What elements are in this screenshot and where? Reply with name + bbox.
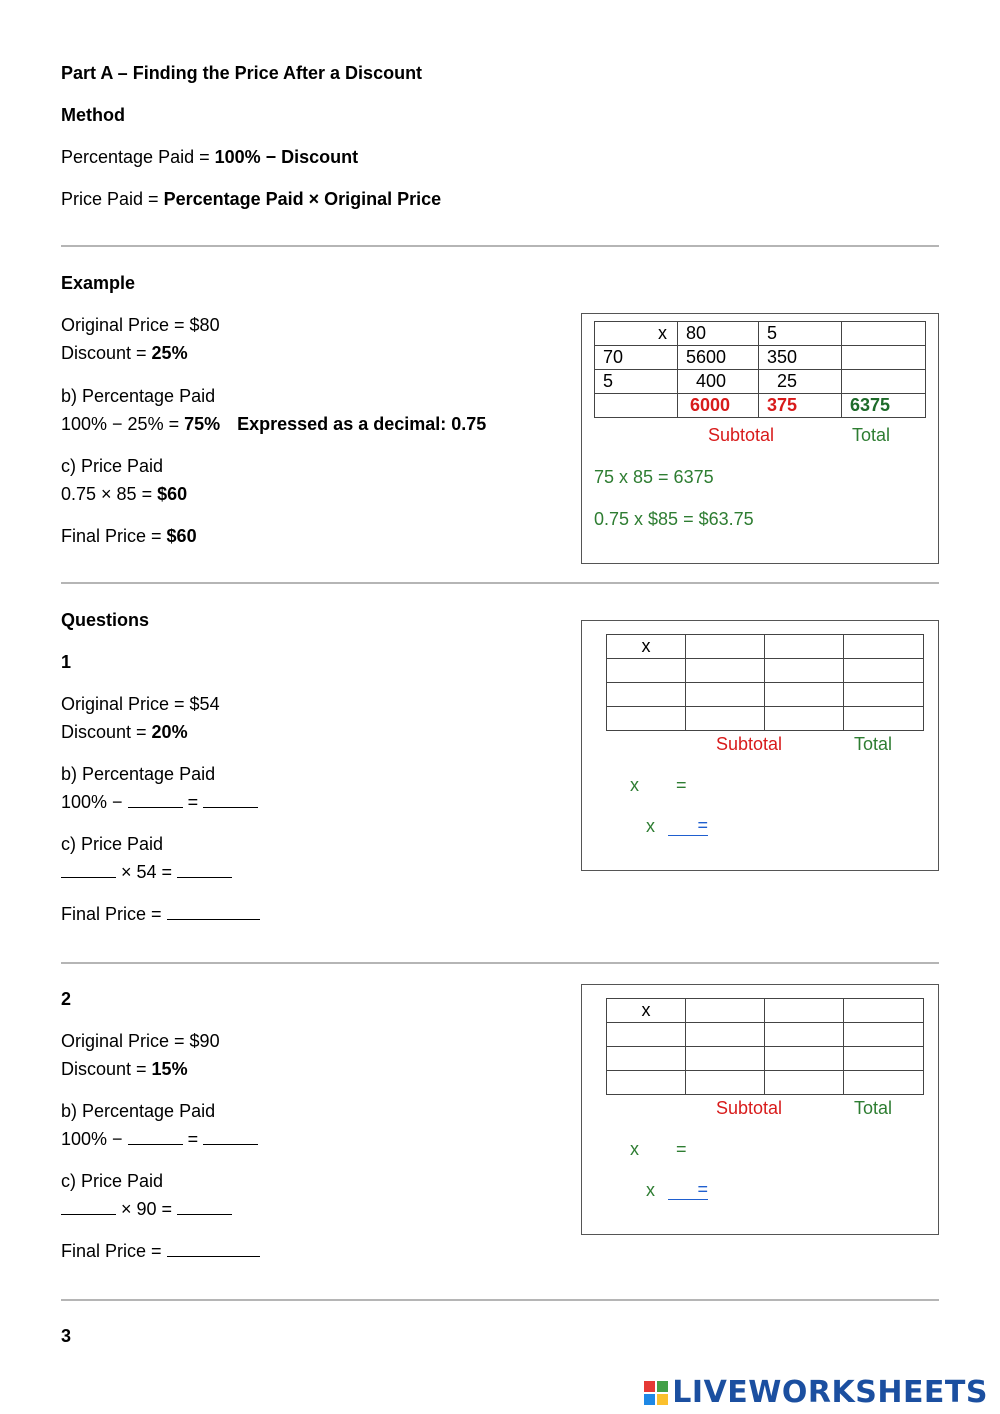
formula-value: 100% − Discount <box>214 147 359 167</box>
discount-label: Discount = <box>61 343 152 363</box>
question-work-box <box>581 984 939 1235</box>
grid-cell: 400 <box>678 370 759 394</box>
calc-text: × 90 = <box>116 1199 178 1219</box>
answer-blank[interactable] <box>177 1198 232 1215</box>
grid-input-cell[interactable] <box>844 635 924 659</box>
decimal-line-x: x <box>646 816 655 836</box>
grid-input-cell[interactable] <box>607 1071 686 1095</box>
grid-input-cell[interactable] <box>765 1071 844 1095</box>
decimal-line-equals[interactable]: = <box>668 815 708 836</box>
grid-cell: x <box>607 635 686 659</box>
answer-blank[interactable] <box>167 903 260 920</box>
formula-label: Price Paid = <box>61 189 164 209</box>
grid-cell <box>842 322 926 346</box>
final-value: $60 <box>166 526 197 546</box>
subtotal-cell: 6000 <box>678 394 759 418</box>
total-cell: 6375 <box>842 394 926 418</box>
example-decimal-product-line: 0.75 x $85 = $63.75 <box>594 509 754 529</box>
decimal-note: Expressed as a decimal: 0.75 <box>237 414 487 434</box>
grid-row <box>607 1023 924 1047</box>
method-heading: Method <box>61 105 125 125</box>
grid-input-cell[interactable] <box>765 707 844 731</box>
question-original-price: Original Price = $90 <box>61 1031 220 1051</box>
answer-blank[interactable] <box>203 1128 258 1145</box>
divider <box>61 1299 939 1301</box>
percentage-paid-formula <box>61 146 358 168</box>
grid-row <box>595 370 926 394</box>
product-line-x: x <box>630 775 639 795</box>
discount-label: Discount = <box>61 722 152 742</box>
divider <box>61 962 939 964</box>
grid-input-cell[interactable] <box>844 999 924 1023</box>
answer-blank[interactable] <box>203 791 258 808</box>
grid-row <box>607 1071 924 1095</box>
grid-input-cell[interactable] <box>607 707 686 731</box>
multiplication-grid <box>606 998 924 1095</box>
calc-text: 100% − <box>61 1129 128 1149</box>
product-line-equals: = <box>676 1139 687 1159</box>
calc-text: 0.75 × 85 = <box>61 484 158 504</box>
question-c-label: c) Price Paid <box>61 834 164 854</box>
grid-cell: 350 <box>759 346 842 370</box>
grid-header-row <box>607 999 924 1023</box>
subtotal-label: Subtotal <box>716 734 783 754</box>
logo-text: LIVEWORKSHEETS <box>672 1375 988 1410</box>
grid-row <box>595 346 926 370</box>
grid-input-cell[interactable] <box>844 1023 924 1047</box>
grid-input-cell[interactable] <box>765 1023 844 1047</box>
grid-input-cell[interactable] <box>686 1023 765 1047</box>
grid-cell: 5 <box>595 370 678 394</box>
example-discount <box>61 342 188 364</box>
grid-cell: 5 <box>759 322 842 346</box>
final-label: Final Price = <box>61 904 167 924</box>
grid-input-cell[interactable] <box>686 999 765 1023</box>
grid-input-cell[interactable] <box>765 999 844 1023</box>
grid-totals-row <box>595 394 926 418</box>
grid-input-cell[interactable] <box>686 683 765 707</box>
example-b-calc <box>61 413 486 435</box>
grid-input-cell[interactable] <box>765 635 844 659</box>
grid-cell: x <box>607 999 686 1023</box>
formula-label: Percentage Paid = <box>61 147 215 167</box>
price-paid-formula <box>61 188 441 210</box>
subtotal-label: Subtotal <box>716 1098 783 1118</box>
grid-input-cell[interactable] <box>844 683 924 707</box>
discount-value: 15% <box>151 1059 188 1079</box>
grid-header-row <box>607 635 924 659</box>
grid-input-cell[interactable] <box>765 683 844 707</box>
grid-header-row <box>595 322 926 346</box>
calc-text: = <box>182 792 204 812</box>
answer-blank[interactable] <box>177 861 232 878</box>
question-work-box <box>581 620 939 871</box>
liveworksheets-logo-icon <box>644 1381 668 1405</box>
example-c-calc <box>61 483 187 505</box>
question-b-label: b) Percentage Paid <box>61 1101 216 1121</box>
grid-input-cell[interactable] <box>844 1071 924 1095</box>
divider <box>61 245 939 247</box>
grid-input-cell[interactable] <box>844 1047 924 1071</box>
grid-input-cell[interactable] <box>686 1047 765 1071</box>
grid-input-cell[interactable] <box>607 1047 686 1071</box>
grid-cell: 70 <box>595 346 678 370</box>
answer-blank[interactable] <box>167 1240 260 1257</box>
calc-text: = <box>182 1129 204 1149</box>
grid-cell: 80 <box>678 322 759 346</box>
discount-value: 20% <box>151 722 188 742</box>
decimal-line-equals[interactable]: = <box>668 1179 708 1200</box>
answer-blank[interactable] <box>61 861 116 878</box>
calc-text: 100% − 25% = <box>61 414 185 434</box>
question-c-calc <box>61 861 232 883</box>
example-work-box <box>581 313 939 564</box>
answer-blank[interactable] <box>128 1128 183 1145</box>
divider <box>61 582 939 584</box>
grid-input-cell[interactable] <box>765 1047 844 1071</box>
question-b-calc <box>61 791 258 813</box>
question-final-price <box>61 1240 260 1262</box>
grid-cell <box>595 394 678 418</box>
grid-row <box>607 659 924 683</box>
product-line-x: x <box>630 1139 639 1159</box>
grid-input-cell[interactable] <box>607 1023 686 1047</box>
grid-input-cell[interactable] <box>686 659 765 683</box>
discount-value: 25% <box>151 343 188 363</box>
question-final-price <box>61 903 260 925</box>
subtotal-label: Subtotal <box>708 425 775 445</box>
answer-blank[interactable] <box>61 1198 116 1215</box>
grid-cell: x <box>595 322 678 346</box>
grid-row <box>607 1047 924 1071</box>
question-original-price: Original Price = $54 <box>61 694 220 714</box>
question-number: 1 <box>61 652 72 672</box>
grid-input-cell[interactable] <box>686 707 765 731</box>
grid-row <box>607 707 924 731</box>
example-product-line: 75 x 85 = 6375 <box>594 467 714 487</box>
grid-row <box>607 683 924 707</box>
example-original-price: Original Price = $80 <box>61 315 220 335</box>
question-number: 3 <box>61 1326 72 1346</box>
calc-result: $60 <box>157 484 188 504</box>
multiplication-grid <box>606 634 924 731</box>
example-final-price <box>61 525 197 547</box>
grid-input-cell[interactable] <box>686 635 765 659</box>
question-discount <box>61 1058 188 1080</box>
grid-cell <box>842 346 926 370</box>
question-discount <box>61 721 188 743</box>
example-b-label: b) Percentage Paid <box>61 386 216 406</box>
total-label: Total <box>854 734 893 754</box>
product-line-equals: = <box>676 775 687 795</box>
page-title: Part A – Finding the Price After a Discount <box>61 63 423 83</box>
example-multiplication-grid <box>594 321 926 418</box>
grid-input-cell[interactable] <box>686 1071 765 1095</box>
question-c-label: c) Price Paid <box>61 1171 164 1191</box>
example-heading: Example <box>61 273 136 293</box>
formula-value: Percentage Paid × Original Price <box>163 189 442 209</box>
calc-text: 100% − <box>61 792 128 812</box>
calc-result: 75% <box>184 414 221 434</box>
question-number: 2 <box>61 989 72 1009</box>
grid-input-cell[interactable] <box>844 707 924 731</box>
example-c-label: c) Price Paid <box>61 456 164 476</box>
grid-input-cell[interactable] <box>844 659 924 683</box>
questions-heading: Questions <box>61 610 150 630</box>
grid-input-cell[interactable] <box>765 659 844 683</box>
decimal-line-x: x <box>646 1180 655 1200</box>
answer-blank[interactable] <box>128 791 183 808</box>
final-label: Final Price = <box>61 526 167 546</box>
total-label: Total <box>852 425 891 445</box>
grid-cell <box>842 370 926 394</box>
total-label: Total <box>854 1098 893 1118</box>
discount-label: Discount = <box>61 1059 152 1079</box>
calc-text: × 54 = <box>116 862 178 882</box>
grid-cell: 25 <box>759 370 842 394</box>
final-label: Final Price = <box>61 1241 167 1261</box>
grid-cell: 5600 <box>678 346 759 370</box>
liveworksheets-logo <box>644 1375 988 1410</box>
question-b-label: b) Percentage Paid <box>61 764 216 784</box>
grid-input-cell[interactable] <box>607 683 686 707</box>
question-b-calc <box>61 1128 258 1150</box>
subtotal-cell: 375 <box>759 394 842 418</box>
grid-input-cell[interactable] <box>607 659 686 683</box>
question-c-calc <box>61 1198 232 1220</box>
